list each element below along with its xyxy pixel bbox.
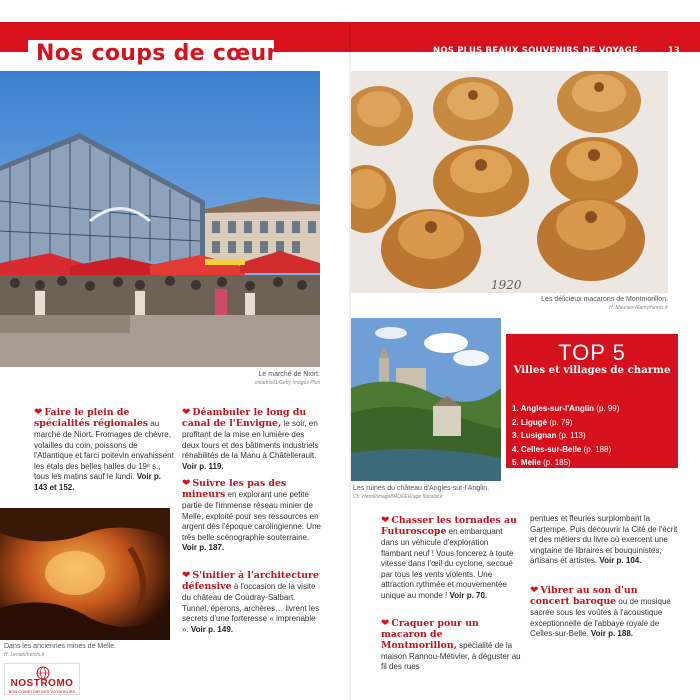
- page-number: 13: [668, 46, 680, 56]
- tip-heading: S'initier à l'architecture défensive: [182, 570, 319, 593]
- top5-item: 5. Melle (p. 185): [512, 458, 571, 468]
- tip-page-ref: Voir p. 143 et 152.: [34, 472, 162, 492]
- tip-body: en embarquant dans un véhicule d'exploration flambant neuf ! Vous foncerez à toute vitesse dans l'œil du cyclone, secoué par tous les vents violents. Une attraction rythmée et mouvementée unique au monde !: [381, 527, 514, 600]
- tip-macaron-continued: [530, 514, 680, 567]
- chateau-photo: [351, 318, 501, 481]
- nostromo-logo: [4, 663, 80, 695]
- top5-box: [506, 334, 678, 468]
- running-header: NOS PLUS BEAUX SOUVENIRS DE VOYAGE: [433, 46, 638, 56]
- tip-page-ref: Voir p. 119.: [182, 461, 224, 471]
- top5-item: 4. Celles-sur-Belle (p. 188): [512, 444, 612, 454]
- macarons-caption: [480, 296, 668, 311]
- heart-icon: ❤: [530, 585, 539, 596]
- tip-heading: Faire le plein de spécialités régionales: [34, 407, 149, 430]
- tip-heading: Déambuler le long du canal de l'Envigne,: [182, 407, 307, 430]
- logo-name: NOSTROMO: [10, 678, 74, 689]
- tip-page-ref: Voir p. 149.: [190, 624, 233, 634]
- macarons-caption-text: Les délicieux macarons de Montmorillon.: [541, 296, 668, 303]
- market-credit: imladris01/Getty Images Plus: [254, 379, 320, 386]
- tip-body: à l'occasion de la visite du château de Coudray-Salbart. Tunnel, éperons, archères… livrent les secrets d'une forteresse « imprenable ».: [182, 582, 320, 634]
- tip-chateau: [182, 569, 322, 635]
- top5-item: 1. Angles-sur-l'Anglin (p. 99): [512, 404, 620, 413]
- top5-list: [512, 402, 619, 470]
- chateau-caption: [353, 485, 523, 500]
- macarons-credit: H. Meunier/Alamy/hemis.fr: [609, 304, 668, 311]
- top5-item: 3. Lusignan (p. 113): [512, 431, 586, 441]
- tip-body: ou de musique sacrée sous les voûtes à l'acoustique exceptionnelle de l'abbaye royale de Celles-sur-Belle.: [530, 597, 671, 639]
- heart-icon: ❤: [182, 570, 191, 581]
- top5-item: 2. Ligugé (p. 79): [512, 417, 573, 427]
- heart-icon: ❤: [381, 515, 390, 526]
- mines-photo: [0, 508, 170, 640]
- tip-canal: [182, 406, 322, 472]
- market-caption: [230, 371, 320, 386]
- tip-body: au marché de Niort. Fromages de chèvre, volailles du coin, poissons de l'Atlantique et farci poitevin envahissent les étals des belles halles du 19ᵉ s., tous les matins sauf le lundi.: [34, 419, 174, 482]
- market-photo: [0, 71, 320, 367]
- tip-body: en explorant une petite partie de l'immense réseau minier de Melle, exploité pour ses ressources en argent dès l'époque carolingienne. Une très belle scénographie souterraine.: [182, 490, 321, 542]
- tip-macaron: [381, 617, 521, 673]
- chateau-caption-text: Les ruines du château d'Angles-sur-l'Anglin.: [353, 485, 490, 492]
- macarons-stamp: 1920: [491, 278, 522, 292]
- page-title: Nos coups de cœur: [36, 41, 278, 66]
- tip-mines: [182, 477, 322, 554]
- tip-baroque: [530, 584, 680, 640]
- top5-subtitle: Villes et villages de charme: [513, 364, 671, 376]
- mines-caption-text: Dans les anciennes mines de Melle.: [4, 643, 117, 650]
- macarons-photo: [351, 71, 668, 293]
- tip-heading: Vibrer au son d'un concert baroque: [530, 585, 638, 608]
- tip-body: le soir, en profitant de la mise en lumière des deux tours et des bâtiments industriels réhabilités de la Manu à Châtellerault.: [182, 419, 319, 461]
- heart-icon: ❤: [34, 407, 43, 418]
- tip-page-ref: Voir p. 187.: [182, 543, 225, 553]
- heart-icon: ❤: [182, 407, 191, 418]
- tip-page-ref: Voir p. 188.: [590, 629, 633, 639]
- tip-heading: Suivre les pas des mineurs: [182, 478, 287, 501]
- tip-body: spécialité de la maison Rannou-Métivier, à déguster au fil des rues: [381, 641, 521, 672]
- tip-heading: Chasser les tornades au Futuroscope: [381, 515, 517, 538]
- tip-body: pentues et fleuries surplombant la Gartempe. Puis découvrir la Cité de l'écrit et des métiers du livre où exercent une vingtaine de libraires et bouquinistes, artisans et artistes.: [530, 514, 678, 566]
- globe-icon: [5, 665, 81, 679]
- heart-icon: ❤: [381, 618, 390, 629]
- tip-page-ref: Voir p. 104.: [599, 556, 642, 566]
- chateau-credit: Ch. Hendl/imageBROKER/age fotostock: [353, 493, 443, 500]
- mines-credit: H. Lenain/hemis.fr: [4, 651, 45, 658]
- tip-heading: Craquer pour un macaron de Montmorillon,: [381, 618, 479, 651]
- tip-futuroscope: [381, 514, 521, 601]
- market-caption-text: Le marché de Niort.: [258, 371, 320, 378]
- mines-caption: [4, 643, 174, 658]
- heart-icon: ❤: [182, 478, 191, 489]
- tip-market: [34, 406, 174, 493]
- top5-title: TOP 5: [558, 340, 626, 365]
- logo-tagline: BON COMPTOIR DES VOYAGEURS: [8, 689, 76, 694]
- tip-page-ref: Voir p. 70.: [449, 590, 488, 600]
